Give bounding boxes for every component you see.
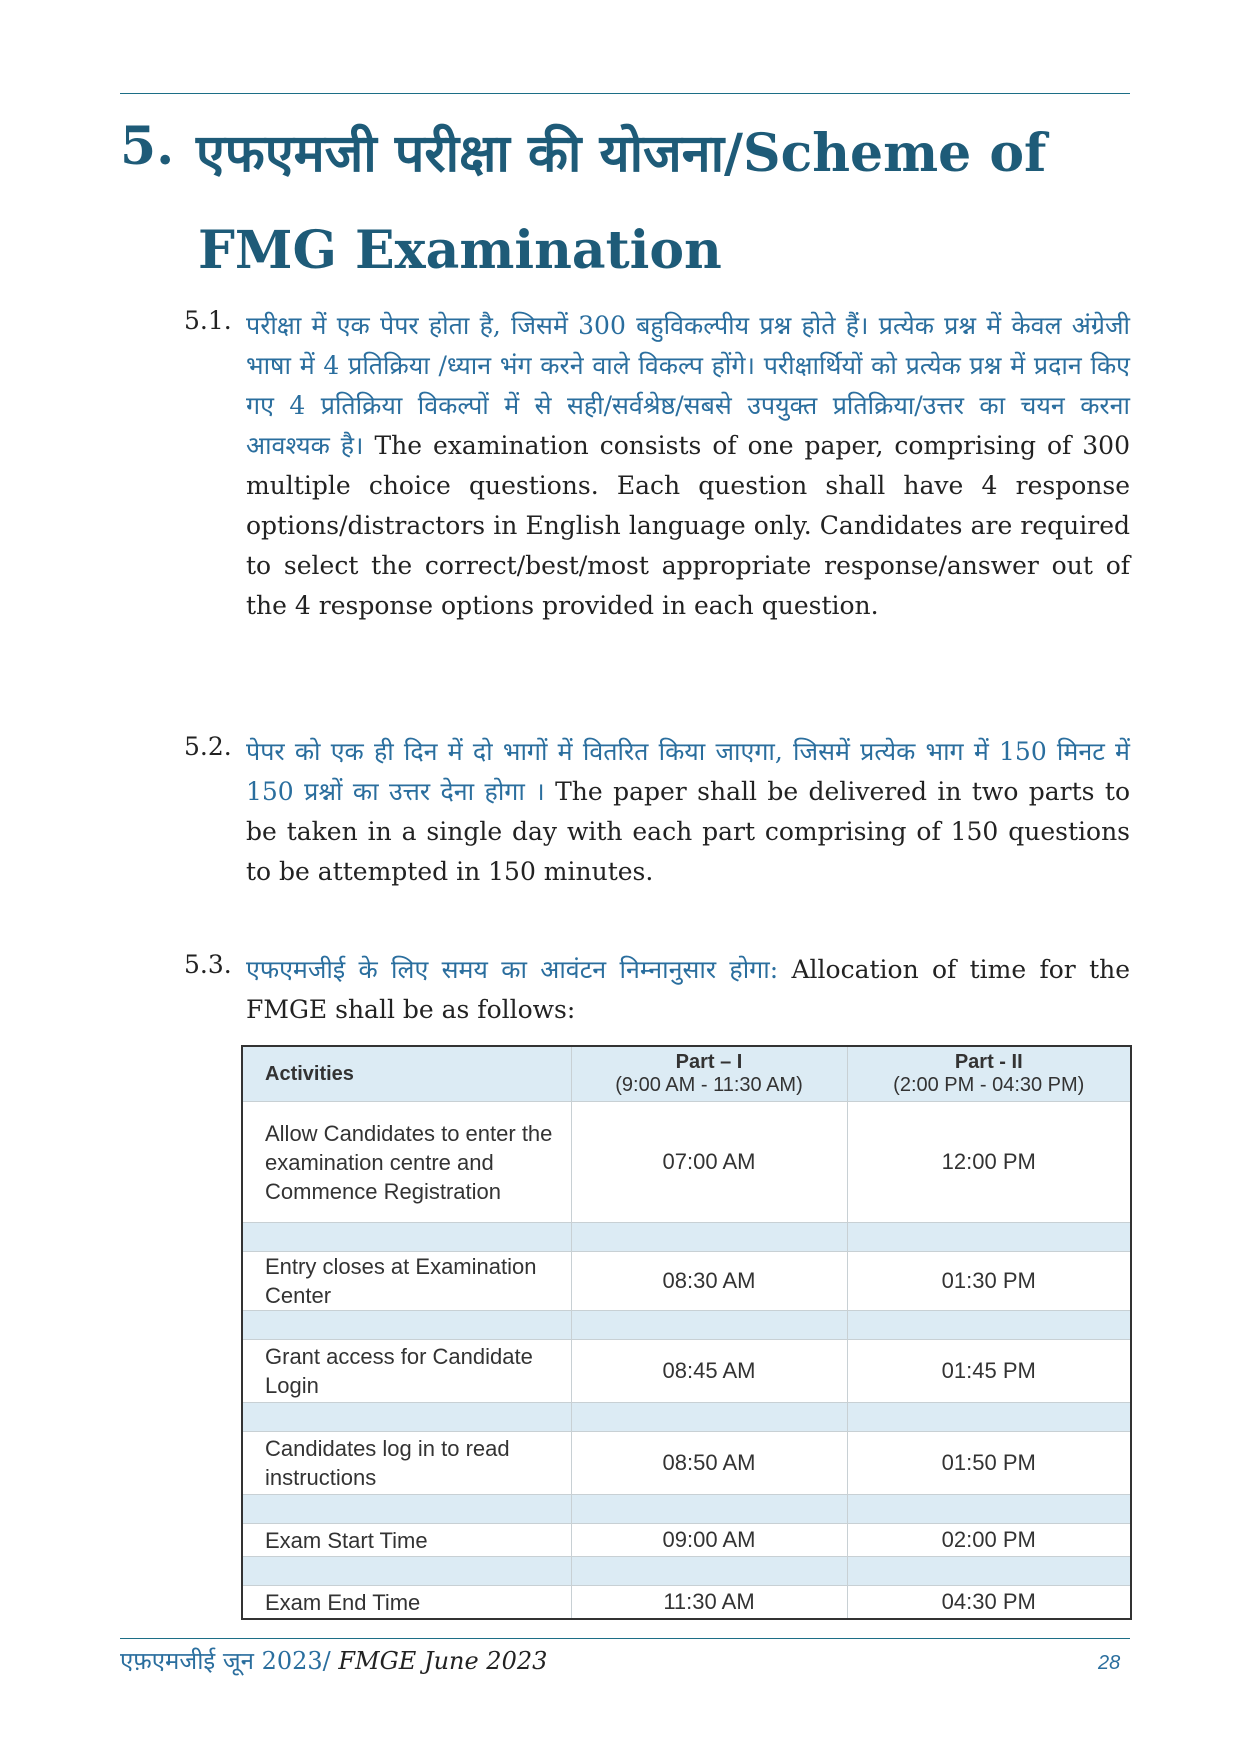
- part2-time-cell: 04:30 PM: [847, 1586, 1131, 1620]
- table-row: [242, 1586, 1131, 1620]
- section-title-line1: एफएमजी परीक्षा की योजना/Scheme of: [196, 123, 1047, 184]
- part2-time-cell: 12:00 PM: [847, 1102, 1131, 1223]
- top-rule: [120, 93, 1130, 94]
- activity-cell: Allow Candidates to enter the examination centre and Commence Registration: [242, 1102, 571, 1223]
- part1-time-cell: 08:30 AM: [571, 1252, 847, 1311]
- footer-hindi: एफ़एमजीई जून 2023/: [120, 1647, 331, 1675]
- header-part1-time: (9:00 AM - 11:30 AM): [615, 1074, 803, 1096]
- paragraph-5-3: [184, 950, 1130, 1030]
- table-row: [242, 1524, 1131, 1557]
- footer-title: [120, 1644, 547, 1677]
- paragraph-number: 5.2.: [184, 732, 232, 761]
- table-spacer-row: [242, 1495, 1131, 1524]
- header-part1: [571, 1046, 847, 1102]
- section-number: 5.: [120, 116, 175, 177]
- header-activities: Activities: [242, 1046, 571, 1102]
- table-row: [242, 1252, 1131, 1311]
- paragraph-english-text: The paper shall be delivered in two parts to be taken in a single day with each part comprising of 150 questions to be attempted in 150 minutes.: [246, 777, 1130, 886]
- activity-cell: Exam End Time: [242, 1586, 571, 1620]
- part2-time-cell: 01:50 PM: [847, 1432, 1131, 1495]
- paragraph-number: 5.1.: [184, 306, 232, 335]
- header-part1-label: Part – I: [675, 1051, 743, 1073]
- paragraph-hindi-text: पेपर को एक ही दिन में दो भागों में वितरित किया जाएगा, जिसमें प्रत्येक भाग में 150 मिनट में 150 प्रश्नों का उत्तर देना होगा ।: [246, 737, 1130, 806]
- part1-time-cell: 08:50 AM: [571, 1432, 847, 1495]
- activity-cell: Entry closes at Examination Center: [242, 1252, 571, 1311]
- paragraph-5-1: [184, 306, 1130, 626]
- paragraph-hindi-text: एफएमजीई के लिए समय का आवंटन निम्नानुसार होगा:: [246, 955, 779, 984]
- paragraph-5-2: [184, 732, 1130, 892]
- table-header-row: [242, 1046, 1131, 1102]
- part1-time-cell: 08:45 AM: [571, 1340, 847, 1403]
- footer-english: FMGE June 2023: [330, 1647, 548, 1675]
- time-allocation-table: [241, 1045, 1132, 1620]
- activity-cell: Grant access for Candidate Login: [242, 1340, 571, 1403]
- bottom-rule: [120, 1638, 1130, 1639]
- activity-cell: Exam Start Time: [242, 1524, 571, 1557]
- header-part2-time: (2:00 PM - 04:30 PM): [893, 1074, 1085, 1096]
- paragraph-hindi-text: परीक्षा में एक पेपर होता है, जिसमें 300 बहुविकल्पीय प्रश्न होते हैं। प्रत्येक प्रश्न में केवल अंग्रेजी भाषा में 4 प्रतिक्रिया /ध्यान भंग करने वाले विकल्प होंगे। परीक्षार्थियों को प्रत्येक प्रश्न में प्रदान किए गए 4 प्रतिक्रिया विकल्पों में से सही/सर्वश्रेष्ठ/सबसे उपयुक्त प्रतिक्रिया/उत्तर का चयन करना आवश्यक है।: [246, 311, 1130, 460]
- part1-time-cell: 09:00 AM: [571, 1524, 847, 1557]
- paragraph-number: 5.3.: [184, 950, 232, 979]
- table-row: [242, 1340, 1131, 1403]
- part2-time-cell: 02:00 PM: [847, 1524, 1131, 1557]
- table-spacer-row: [242, 1223, 1131, 1252]
- header-part2-label: Part - II: [954, 1051, 1023, 1073]
- activity-cell: Candidates log in to read instructions: [242, 1432, 571, 1495]
- page-number: 28: [1098, 1652, 1121, 1674]
- part2-time-cell: 01:45 PM: [847, 1340, 1131, 1403]
- table-spacer-row: [242, 1557, 1131, 1586]
- paragraph-english-text: Allocation of time for the FMGE shall be as follows:: [246, 955, 1131, 1024]
- table-spacer-row: [242, 1311, 1131, 1340]
- table-row: [242, 1432, 1131, 1495]
- section-title-line2: FMG Examination: [198, 220, 722, 281]
- table-row: [242, 1102, 1131, 1223]
- part1-time-cell: 11:30 AM: [571, 1586, 847, 1620]
- part1-time-cell: 07:00 AM: [571, 1102, 847, 1223]
- table-spacer-row: [242, 1403, 1131, 1432]
- part2-time-cell: 01:30 PM: [847, 1252, 1131, 1311]
- header-part2: [847, 1046, 1131, 1102]
- paragraph-english-text: The examination consists of one paper, comprising of 300 multiple choice questions. Each question shall have 4 response options/distractors in English language only. Candidates are required to select the correct/best/most appropriate response/answer out of the 4 response options provided in each question.: [246, 431, 1130, 620]
